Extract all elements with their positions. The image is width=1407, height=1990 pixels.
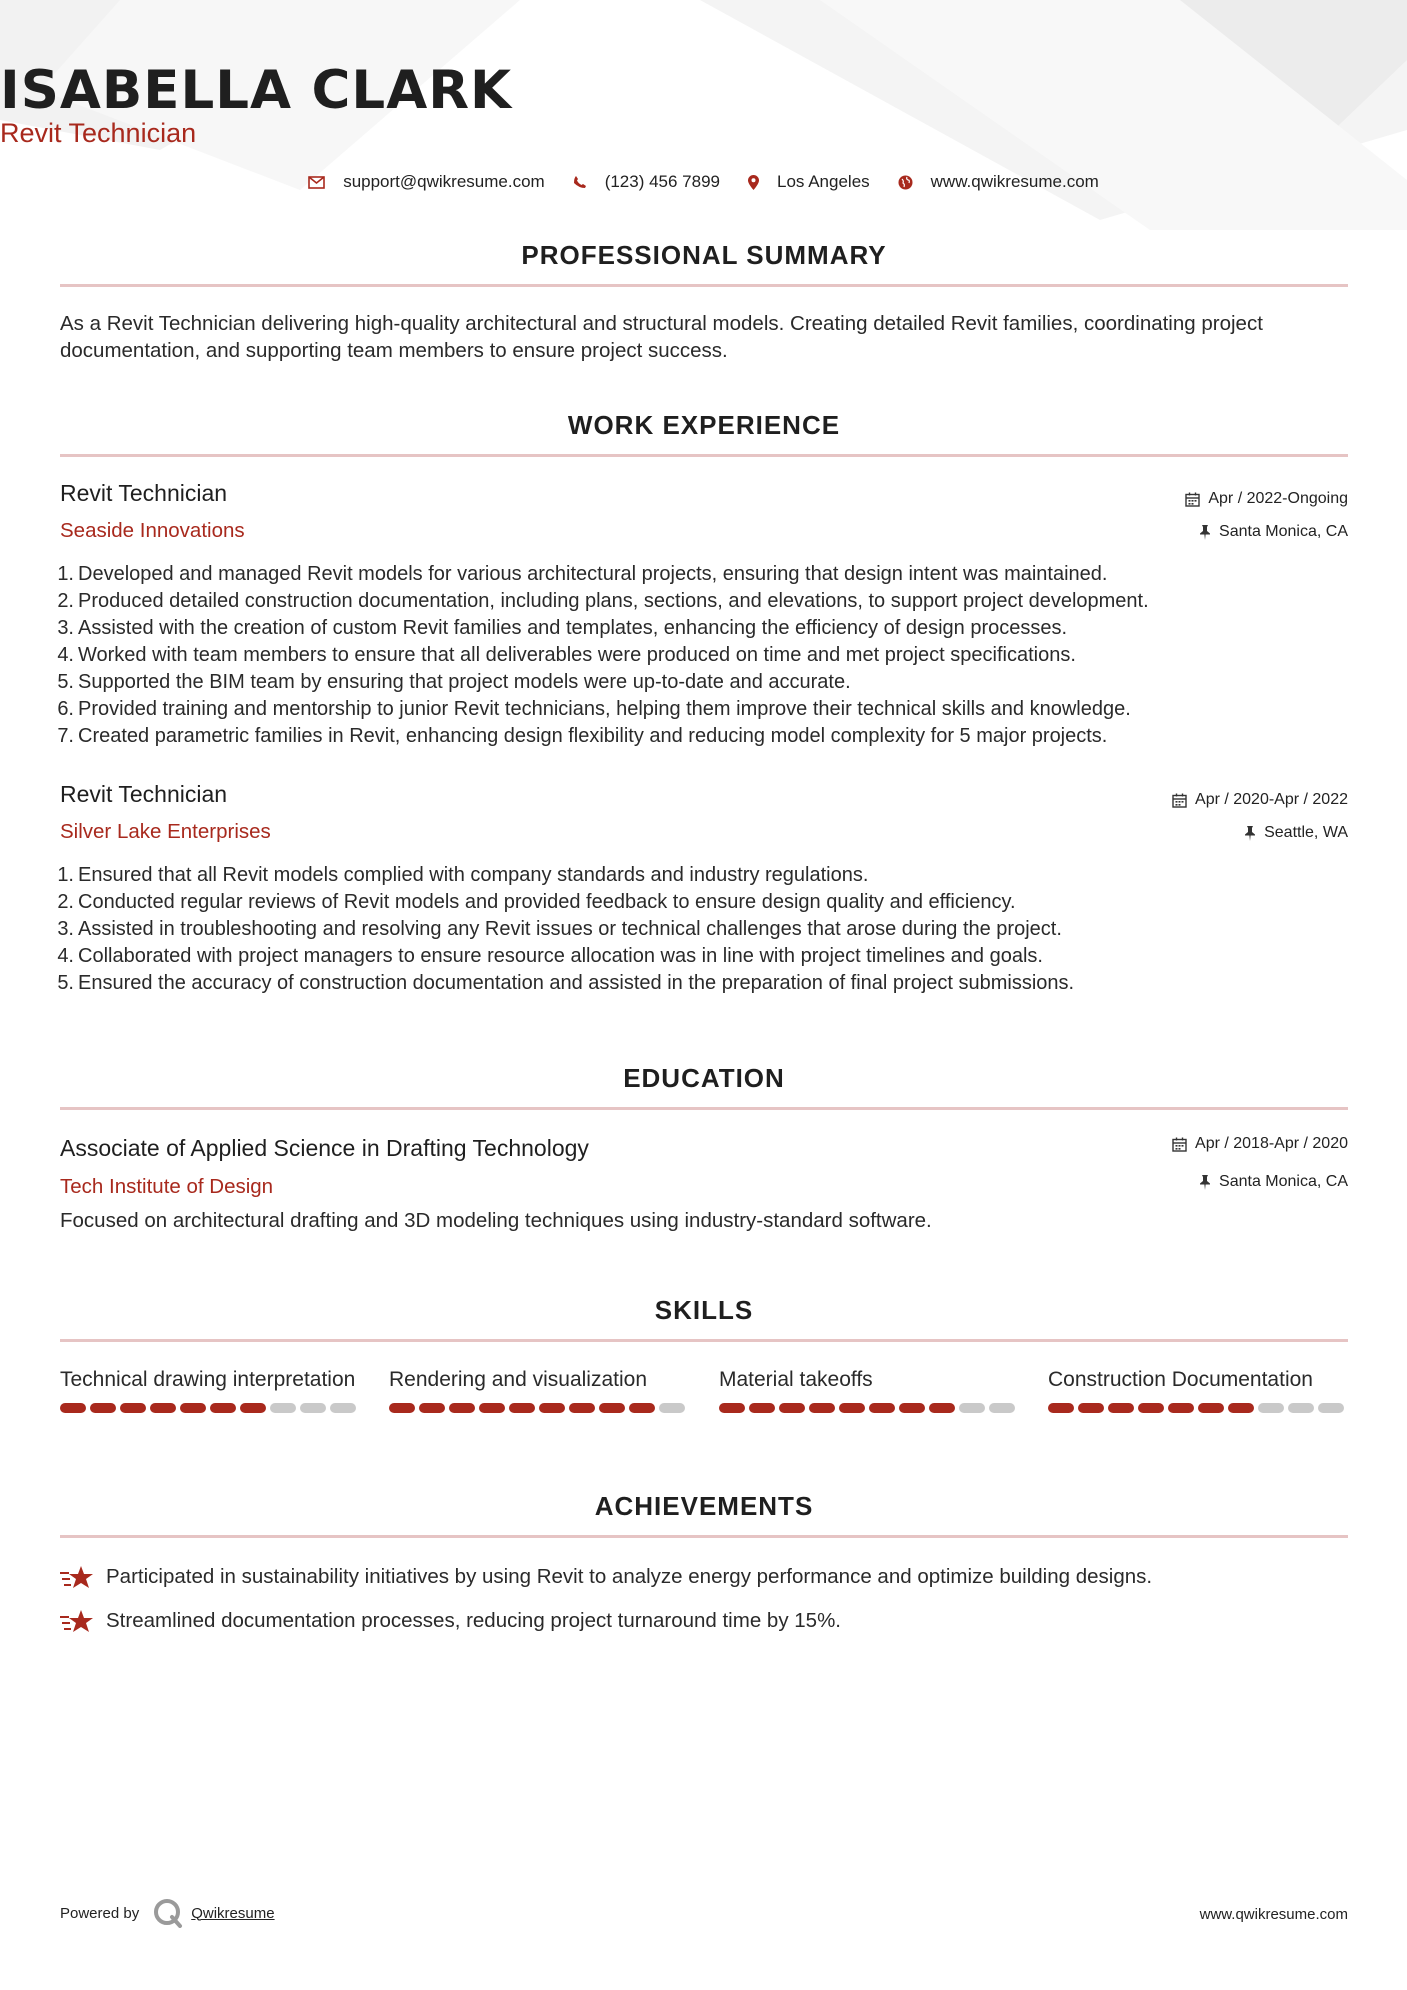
brand-link[interactable]: Qwikresume bbox=[191, 1904, 275, 1922]
globe-icon bbox=[898, 175, 913, 190]
shooting-star-icon bbox=[60, 1608, 94, 1634]
rating-dot-filled bbox=[629, 1403, 655, 1413]
list-item: 3. Assisted in troubleshooting and resolving any Revit issues or technical challenges that arose during the project. bbox=[57, 918, 1062, 940]
achievement-item bbox=[60, 1564, 1152, 1590]
rating-dot-filled bbox=[509, 1403, 535, 1413]
rating-dot-filled bbox=[779, 1403, 805, 1413]
rating-dot-filled bbox=[240, 1403, 266, 1413]
rating-dot-filled bbox=[1198, 1403, 1224, 1413]
rating-dot-filled bbox=[599, 1403, 625, 1413]
contact-location bbox=[748, 172, 870, 192]
rating-dot-filled bbox=[719, 1403, 745, 1413]
education-date bbox=[1172, 1135, 1348, 1153]
contact-email[interactable] bbox=[308, 172, 545, 192]
rating-dot-filled bbox=[1078, 1403, 1104, 1413]
rating-dot-empty bbox=[1288, 1403, 1314, 1413]
summary-heading: PROFESSIONAL SUMMARY bbox=[521, 240, 887, 270]
skill-name: Construction Documentation bbox=[1048, 1368, 1313, 1391]
rating-dot-filled bbox=[479, 1403, 505, 1413]
rating-dot-filled bbox=[120, 1403, 146, 1413]
website-text: www.qwikresume.com bbox=[930, 172, 1099, 191]
list-item: 5. Ensured the accuracy of construction documentation and assisted in the preparation of final project submissions. bbox=[57, 972, 1075, 994]
achievement-text: Streamlined documentation processes, reducing project turnaround time by 15%. bbox=[106, 1609, 841, 1632]
footer-branding bbox=[60, 1898, 275, 1928]
rating-dot-filled bbox=[539, 1403, 565, 1413]
shooting-star-icon bbox=[60, 1564, 94, 1590]
degree-title: Associate of Applied Science in Drafting Technology bbox=[60, 1135, 589, 1161]
job-title: Revit Technician bbox=[60, 480, 228, 506]
calendar-icon bbox=[1172, 1137, 1187, 1152]
rating-dot-filled bbox=[929, 1403, 955, 1413]
skill-item bbox=[60, 1366, 360, 1413]
skills-heading: SKILLS bbox=[654, 1295, 754, 1325]
job-date-text: Apr / 2020-Apr / 2022 bbox=[1195, 791, 1348, 808]
job-date bbox=[1185, 490, 1348, 508]
list-item: 4. Worked with team members to ensure that all deliverables were produced on time and met project specifications. bbox=[57, 644, 1076, 666]
skill-rating bbox=[719, 1403, 1019, 1413]
job-bullets bbox=[57, 862, 1350, 997]
rating-dot-filled bbox=[839, 1403, 865, 1413]
job-bullets bbox=[57, 561, 1350, 750]
skill-item bbox=[389, 1366, 689, 1413]
education-location-text: Santa Monica, CA bbox=[1219, 1173, 1348, 1190]
rating-dot-filled bbox=[869, 1403, 895, 1413]
education-divider bbox=[60, 1107, 1348, 1110]
rating-dot-empty bbox=[1258, 1403, 1284, 1413]
achievements-divider bbox=[60, 1535, 1348, 1538]
experience-heading: WORK EXPERIENCE bbox=[567, 410, 841, 440]
list-item: 4. Collaborated with project managers to ensure resource allocation was in line with project timelines and goals. bbox=[57, 945, 1043, 967]
list-item: 2. Conducted regular reviews of Revit models and provided feedback to ensure design quality and efficiency. bbox=[57, 891, 1016, 913]
rating-dot-filled bbox=[1138, 1403, 1164, 1413]
rating-dot-empty bbox=[1318, 1403, 1344, 1413]
skills-divider bbox=[60, 1339, 1348, 1342]
location-text: Los Angeles bbox=[777, 172, 870, 191]
rating-dot-filled bbox=[150, 1403, 176, 1413]
footer-website[interactable]: www.qwikresume.com bbox=[1199, 1906, 1348, 1923]
education-date-text: Apr / 2018-Apr / 2020 bbox=[1195, 1135, 1348, 1152]
list-item: 6. Provided training and mentorship to junior Revit technicians, helping them improve their technical skills and knowledge. bbox=[57, 698, 1131, 720]
education-location bbox=[1199, 1173, 1348, 1191]
contact-bar bbox=[0, 172, 1407, 192]
pushpin-icon bbox=[1244, 826, 1256, 841]
skill-rating bbox=[1048, 1403, 1348, 1413]
contact-phone[interactable] bbox=[573, 172, 720, 192]
phone-text: (123) 456 7899 bbox=[604, 172, 721, 191]
rating-dot-empty bbox=[959, 1403, 985, 1413]
job-location-text: Santa Monica, CA bbox=[1219, 523, 1348, 540]
rating-dot-empty bbox=[300, 1403, 326, 1413]
rating-dot-filled bbox=[1228, 1403, 1254, 1413]
rating-dot-filled bbox=[210, 1403, 236, 1413]
candidate-role: Revit Technician bbox=[0, 118, 197, 148]
list-item: 1. Ensured that all Revit models complied with company standards and industry regulations. bbox=[57, 864, 869, 886]
envelope-icon bbox=[308, 176, 325, 189]
summary-divider bbox=[60, 284, 1348, 287]
rating-dot-empty bbox=[330, 1403, 356, 1413]
rating-dot-filled bbox=[90, 1403, 116, 1413]
list-item: 3. Assisted with the creation of custom Revit families and templates, enhancing the efficiency of design processes. bbox=[57, 617, 1068, 639]
job-date bbox=[1172, 791, 1348, 809]
map-pin-icon bbox=[748, 175, 759, 190]
rating-dot-filled bbox=[449, 1403, 475, 1413]
skill-rating bbox=[60, 1403, 360, 1413]
summary-text: As a Revit Technician delivering high-quality architectural and structural models. Creating detailed Revit families, coordinating project documentation, and supporting team members to ensure project success. bbox=[60, 312, 1263, 362]
job-title: Revit Technician bbox=[60, 781, 228, 807]
achievement-text: Participated in sustainability initiatives by using Revit to analyze energy performance and optimize building designs. bbox=[106, 1565, 1153, 1588]
list-item: 5. Supported the BIM team by ensuring that project models were up-to-date and accurate. bbox=[57, 671, 851, 693]
calendar-icon bbox=[1185, 492, 1200, 507]
pushpin-icon bbox=[1199, 525, 1211, 540]
pushpin-icon bbox=[1199, 1175, 1211, 1190]
job-date-text: Apr / 2022-Ongoing bbox=[1208, 490, 1348, 507]
rating-dot-filled bbox=[180, 1403, 206, 1413]
rating-dot-filled bbox=[1108, 1403, 1134, 1413]
skill-name: Technical drawing interpretation bbox=[60, 1368, 356, 1391]
rating-dot-filled bbox=[569, 1403, 595, 1413]
qwikresume-logo-icon bbox=[153, 1898, 183, 1928]
achievement-item bbox=[60, 1608, 841, 1634]
achievements-heading: ACHIEVEMENTS bbox=[594, 1491, 814, 1521]
contact-website[interactable] bbox=[898, 172, 1099, 192]
rating-dot-filled bbox=[419, 1403, 445, 1413]
list-item: 7. Created parametric families in Revit, enhancing design flexibility and reducing model complexity for 5 major projects. bbox=[57, 725, 1108, 747]
experience-divider bbox=[60, 454, 1348, 457]
company-name: Silver Lake Enterprises bbox=[60, 820, 271, 843]
rating-dot-empty bbox=[659, 1403, 685, 1413]
education-heading: EDUCATION bbox=[623, 1063, 785, 1093]
calendar-icon bbox=[1172, 793, 1187, 808]
skill-name: Material takeoffs bbox=[719, 1368, 873, 1391]
rating-dot-empty bbox=[270, 1403, 296, 1413]
rating-dot-filled bbox=[60, 1403, 86, 1413]
skill-rating bbox=[389, 1403, 689, 1413]
rating-dot-empty bbox=[989, 1403, 1015, 1413]
job-location-text: Seattle, WA bbox=[1264, 824, 1348, 841]
list-item: 1. Developed and managed Revit models for various architectural projects, ensuring that design intent was maintained. bbox=[57, 563, 1108, 585]
skill-item bbox=[1048, 1366, 1348, 1413]
rating-dot-filled bbox=[1168, 1403, 1194, 1413]
company-name: Seaside Innovations bbox=[60, 519, 245, 542]
education-description: Focused on architectural drafting and 3D modeling techniques using industry-standard software. bbox=[60, 1209, 932, 1232]
job-location bbox=[1244, 824, 1348, 842]
email-text: support@qwikresume.com bbox=[343, 172, 545, 191]
job-location bbox=[1199, 523, 1348, 541]
rating-dot-filled bbox=[899, 1403, 925, 1413]
skill-name: Rendering and visualization bbox=[389, 1368, 647, 1391]
rating-dot-filled bbox=[809, 1403, 835, 1413]
powered-by-label: Powered by bbox=[60, 1904, 140, 1922]
rating-dot-filled bbox=[389, 1403, 415, 1413]
rating-dot-filled bbox=[749, 1403, 775, 1413]
list-item: 2. Produced detailed construction documentation, including plans, sections, and elevations, to support project development. bbox=[57, 590, 1149, 612]
candidate-name: ISABELLA CLARK bbox=[0, 60, 513, 121]
skill-item bbox=[719, 1366, 1019, 1413]
phone-icon bbox=[573, 175, 587, 189]
school-name: Tech Institute of Design bbox=[60, 1175, 274, 1198]
rating-dot-filled bbox=[1048, 1403, 1074, 1413]
